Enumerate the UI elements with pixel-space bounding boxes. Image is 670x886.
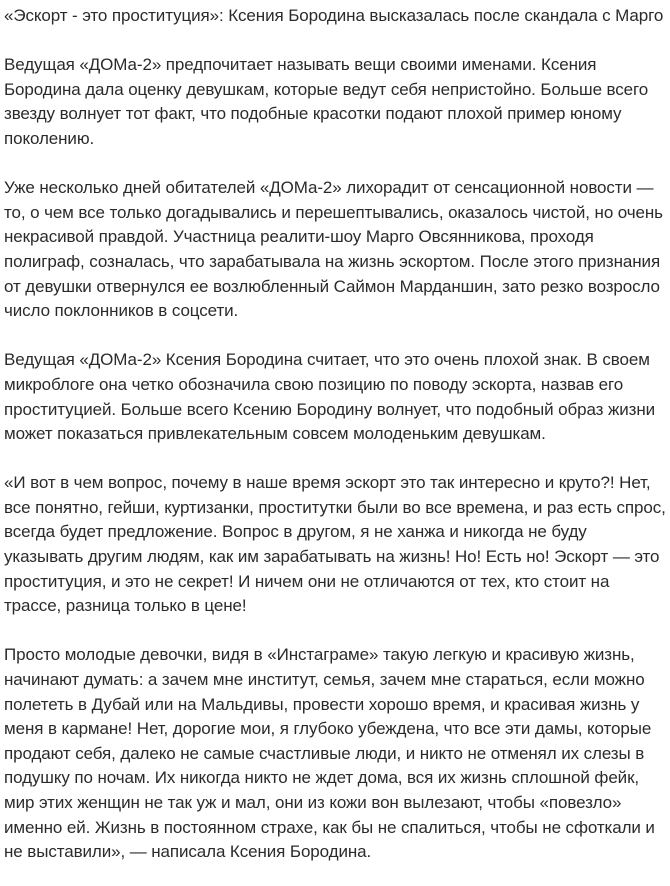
article-paragraph-2: Уже несколько дней обитателей «ДОМа-2» лихорадит от сенсационной новости — то, о чем все только догадывались и перешептывались, оказалось чистой, но очень некрасивой правдой. Участница реалити-шоу Марго Овсянникова, проходя полиграф, созналась, что зарабатывала на жизнь эскортом. После этого признания от девушки отвернулся ее возлюбленный Саймон Марданшин, зато резко возросло число поклонников в соцсети. <box>4 178 663 321</box>
article-paragraph-3: Ведущая «ДОМа-2» Ксения Бородина считает, что это очень плохой знак. В своем микроблоге она четко обозначила свою позицию по поводу эскорта, назвав его проституцией. Больше всего Ксению Бородину волнует, что подобный образ жизни может показаться привлекательным совсем молоденьким девушкам. <box>4 350 656 444</box>
article-title: «Эскорт - это проституция»: Ксения Бородина высказалась после скандала с Марго <box>4 6 664 25</box>
article-paragraph-1: Ведущая «ДОМа-2» предпочитает называть вещи своими именами. Ксения Бородина дала оценку девушкам, которые ведут себя непристойно. Больше всего звезду волнует тот факт, что подобные красотки подают плохой пример юному поколению. <box>4 55 649 148</box>
article-paragraph-4: «И вот в чем вопрос, почему в наше время эскорт это так интересно и круто?! Нет, все понятно, гейши, куртизанки, проститутки были во все времена, и раз есть спрос, всегда будет предложение. Вопрос в другом, я не ханжа и никогда не буду указывать другим людям, как им зарабатывать на жизнь! Но! Есть но! Эскорт — это проституция, и это не секрет! И ничем они не отличаются от тех, кто стоит на трассе, разница только в цене! <box>4 473 666 616</box>
article-paragraph-5: Просто молодые девочки, видя в «Инстаграме» такую легкую и красивую жизнь, начинают думать: а зачем мне институт, семья, зачем мне стараться, если можно полететь в Дубай или на Мальдивы, провести хорошо время, и красивая жизнь у меня в кармане! Нет, дорогие мои, я глубоко убеждена, что все эти дамы, которые продают себя, далеко не самые счастливые люди, и никто не отменял их слезы в подушку по ночам. Их никогда никто не ждет дома, вся их жизнь сплошной фейк, мир этих женщин не так уж и мал, они из кожи вон вылезают, чтобы «повезло» именно ей. Жизнь в постоянном страхе, как бы не спалиться, чтобы не сфоткали и не выставили», — написала Ксения Бородина. <box>4 645 655 862</box>
